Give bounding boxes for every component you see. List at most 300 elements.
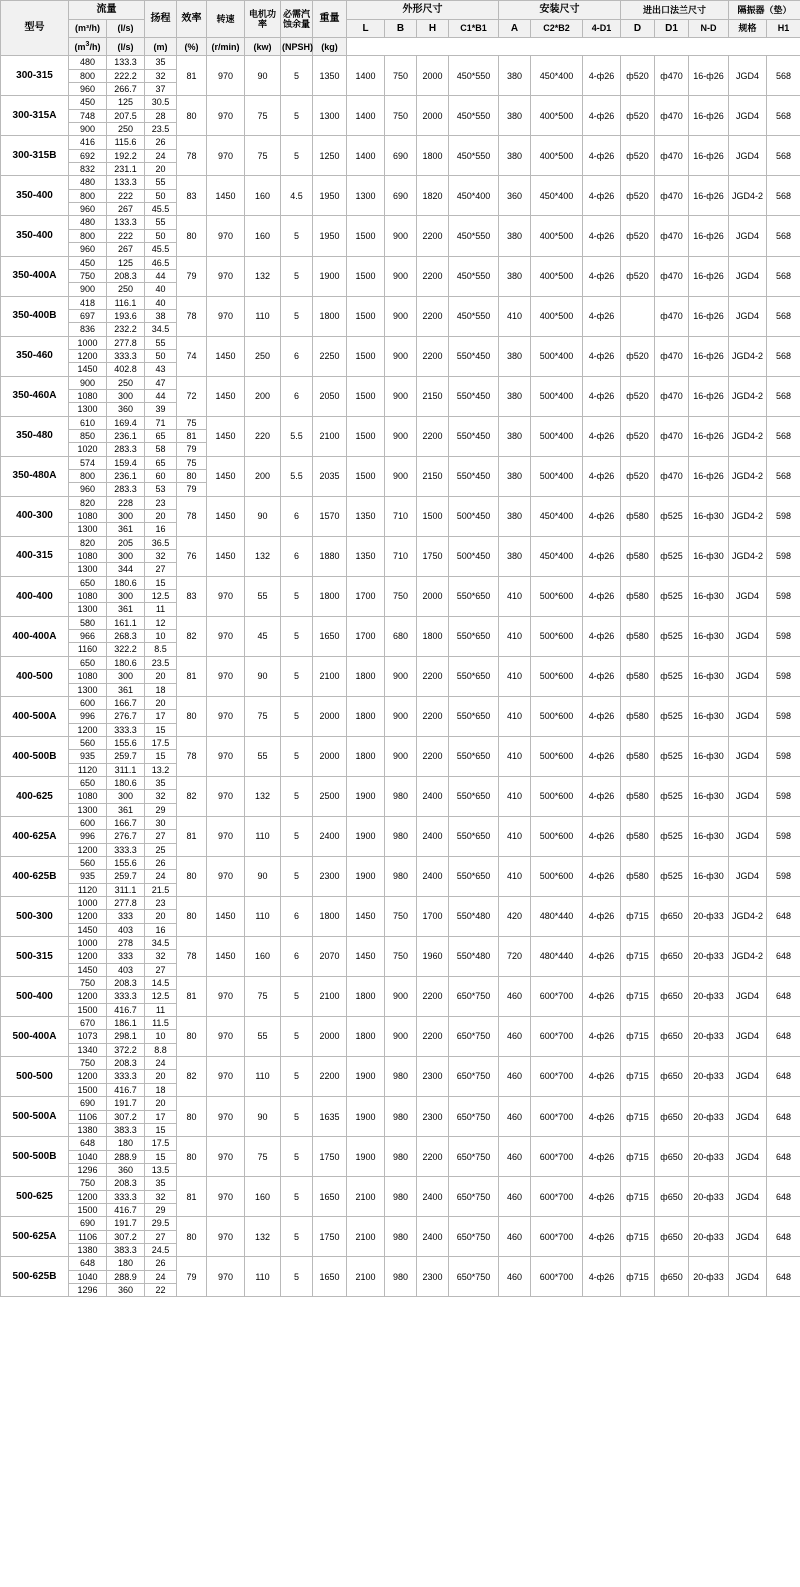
cell-flow-m3h: 800 xyxy=(69,69,107,82)
cell-head: 60 xyxy=(145,470,177,483)
cell-A: 380 xyxy=(499,136,531,176)
cell-flow-ls: 267 xyxy=(107,243,145,256)
cell-D: ф520 xyxy=(621,96,655,136)
cell-flow-m3h: 1296 xyxy=(69,1163,107,1176)
cell-B: 900 xyxy=(385,656,417,696)
table-row xyxy=(1,776,800,789)
cell-C2B2: 500*600 xyxy=(531,576,583,616)
cell-flow-m3h: 1106 xyxy=(69,1230,107,1243)
cell-flow-ls: 360 xyxy=(107,1163,145,1176)
cell-damper-spec: JGD4 xyxy=(729,736,767,776)
cell-C2B2: 500*600 xyxy=(531,616,583,656)
cell-L: 1700 xyxy=(347,576,385,616)
cell-head: 20 xyxy=(145,163,177,176)
cell-flow-m3h: 650 xyxy=(69,776,107,789)
cell-damper-spec: JGD4 xyxy=(729,816,767,856)
cell-flow-ls: 333.3 xyxy=(107,1190,145,1203)
cell-flow-ls: 159.4 xyxy=(107,456,145,469)
cell-efficiency: 81 xyxy=(177,977,207,1017)
cell-head: 47 xyxy=(145,376,177,389)
cell-4D1: 4-ф26 xyxy=(583,616,621,656)
table-row xyxy=(1,656,800,669)
cell-speed: 970 xyxy=(207,1257,245,1297)
cell-ND: 16-ф30 xyxy=(689,536,729,576)
cell-flow-m3h: 1500 xyxy=(69,1083,107,1096)
cell-flow-m3h: 1080 xyxy=(69,670,107,683)
header-B: B xyxy=(385,19,417,38)
table-row xyxy=(1,977,800,990)
cell-damper-spec: JGD4 xyxy=(729,977,767,1017)
cell-B: 980 xyxy=(385,1137,417,1177)
cell-flow-m3h: 750 xyxy=(69,269,107,282)
cell-npsh: 5 xyxy=(281,736,313,776)
cell-model: 500-400 xyxy=(1,977,69,1017)
header-npsh: 必需汽蚀余量 xyxy=(281,1,313,38)
cell-4D1: 4-ф26 xyxy=(583,56,621,96)
cell-L: 1400 xyxy=(347,56,385,96)
cell-C1B1: 650*750 xyxy=(449,977,499,1017)
cell-flow-ls: 288.9 xyxy=(107,1150,145,1163)
cell-C2B2: 500*400 xyxy=(531,336,583,376)
cell-model: 400-315 xyxy=(1,536,69,576)
cell-head: 27 xyxy=(145,963,177,976)
cell-head: 50 xyxy=(145,229,177,242)
cell-speed: 970 xyxy=(207,977,245,1017)
cell-damper-spec: JGD4 xyxy=(729,616,767,656)
cell-D: ф520 xyxy=(621,376,655,416)
cell-A: 380 xyxy=(499,96,531,136)
cell-npsh: 4.5 xyxy=(281,176,313,216)
cell-A: 460 xyxy=(499,1217,531,1257)
cell-flow-m3h: 800 xyxy=(69,470,107,483)
cell-model: 300-315 xyxy=(1,56,69,96)
cell-flow-m3h: 1080 xyxy=(69,590,107,603)
cell-D: ф580 xyxy=(621,496,655,536)
cell-flow-m3h: 960 xyxy=(69,243,107,256)
cell-B: 900 xyxy=(385,256,417,296)
cell-flow-m3h: 418 xyxy=(69,296,107,309)
cell-H: 2200 xyxy=(417,656,449,696)
cell-flow-m3h: 1200 xyxy=(69,843,107,856)
cell-B: 750 xyxy=(385,56,417,96)
cell-model: 400-500A xyxy=(1,696,69,736)
table-row xyxy=(1,216,800,229)
cell-4D1: 4-ф26 xyxy=(583,856,621,896)
cell-damper-H1: 568 xyxy=(767,96,800,136)
cell-4D1: 4-ф26 xyxy=(583,136,621,176)
cell-A: 460 xyxy=(499,1257,531,1297)
cell-flow-ls: 333.3 xyxy=(107,723,145,736)
cell-C2B2: 600*700 xyxy=(531,1217,583,1257)
cell-ND: 16-ф26 xyxy=(689,256,729,296)
cell-flow-ls: 208.3 xyxy=(107,977,145,990)
cell-flow-ls: 191.7 xyxy=(107,1217,145,1230)
cell-damper-spec: JGD4-2 xyxy=(729,937,767,977)
cell-head: 35 xyxy=(145,56,177,69)
cell-C2B2: 400*500 xyxy=(531,136,583,176)
cell-power: 55 xyxy=(245,576,281,616)
cell-A: 410 xyxy=(499,816,531,856)
cell-model: 350-460 xyxy=(1,336,69,376)
cell-flow-ls: 133.3 xyxy=(107,216,145,229)
header-outline-dims: 外形尺寸 xyxy=(347,1,499,20)
cell-flow-m3h: 416 xyxy=(69,136,107,149)
cell-head: 12 xyxy=(145,616,177,629)
cell-weight: 1650 xyxy=(313,616,347,656)
cell-power: 160 xyxy=(245,1177,281,1217)
cell-D1: ф470 xyxy=(655,336,689,376)
cell-efficiency: 79 xyxy=(177,483,207,496)
cell-D: ф520 xyxy=(621,176,655,216)
cell-D1: ф470 xyxy=(655,96,689,136)
cell-damper-spec: JGD4 xyxy=(729,776,767,816)
cell-D: ф715 xyxy=(621,977,655,1017)
cell-H: 2200 xyxy=(417,736,449,776)
cell-4D1: 4-ф26 xyxy=(583,496,621,536)
cell-head: 55 xyxy=(145,176,177,189)
cell-C1B1: 550*650 xyxy=(449,576,499,616)
cell-flow-ls: 186.1 xyxy=(107,1017,145,1030)
cell-C1B1: 450*550 xyxy=(449,96,499,136)
cell-C1B1: 550*650 xyxy=(449,776,499,816)
cell-flow-m3h: 1160 xyxy=(69,643,107,656)
cell-H: 1820 xyxy=(417,176,449,216)
cell-flow-ls: 361 xyxy=(107,523,145,536)
table-row xyxy=(1,1177,800,1190)
cell-L: 1500 xyxy=(347,336,385,376)
cell-npsh: 5 xyxy=(281,256,313,296)
cell-damper-spec: JGD4 xyxy=(729,696,767,736)
cell-C1B1: 550*650 xyxy=(449,736,499,776)
cell-damper-H1: 648 xyxy=(767,1097,800,1137)
cell-speed: 970 xyxy=(207,616,245,656)
cell-A: 410 xyxy=(499,576,531,616)
cell-head: 23.5 xyxy=(145,656,177,669)
cell-B: 980 xyxy=(385,856,417,896)
cell-C1B1: 450*550 xyxy=(449,296,499,336)
cell-C2B2: 500*400 xyxy=(531,376,583,416)
cell-damper-spec: JGD4 xyxy=(729,576,767,616)
cell-flow-m3h: 1300 xyxy=(69,563,107,576)
cell-flow-m3h: 1000 xyxy=(69,336,107,349)
cell-speed: 970 xyxy=(207,1057,245,1097)
cell-flow-ls: 333.3 xyxy=(107,990,145,1003)
cell-flow-m3h: 750 xyxy=(69,1177,107,1190)
cell-4D1: 4-ф26 xyxy=(583,1137,621,1177)
header-C1B1: C1*B1 xyxy=(449,19,499,38)
cell-B: 900 xyxy=(385,216,417,256)
cell-npsh: 5 xyxy=(281,296,313,336)
cell-head: 18 xyxy=(145,1083,177,1096)
cell-D: ф580 xyxy=(621,536,655,576)
cell-A: 380 xyxy=(499,216,531,256)
cell-H: 2200 xyxy=(417,336,449,376)
cell-npsh: 5 xyxy=(281,856,313,896)
cell-flow-m3h: 450 xyxy=(69,256,107,269)
cell-L: 1800 xyxy=(347,1017,385,1057)
cell-model: 350-480 xyxy=(1,416,69,456)
cell-B: 900 xyxy=(385,336,417,376)
cell-efficiency: 75 xyxy=(177,456,207,469)
table-row xyxy=(1,176,800,189)
cell-efficiency: 82 xyxy=(177,1057,207,1097)
cell-L: 1400 xyxy=(347,96,385,136)
cell-flow-m3h: 820 xyxy=(69,536,107,549)
cell-flow-m3h: 1200 xyxy=(69,990,107,1003)
cell-head: 10 xyxy=(145,1030,177,1043)
cell-head: 23 xyxy=(145,496,177,509)
cell-head: 32 xyxy=(145,790,177,803)
cell-H: 2150 xyxy=(417,376,449,416)
cell-head: 65 xyxy=(145,429,177,442)
cell-H: 2400 xyxy=(417,856,449,896)
cell-efficiency: 80 xyxy=(177,470,207,483)
cell-damper-spec: JGD4 xyxy=(729,1137,767,1177)
cell-speed: 970 xyxy=(207,1217,245,1257)
cell-weight: 2100 xyxy=(313,656,347,696)
cell-weight: 1950 xyxy=(313,176,347,216)
cell-head: 26 xyxy=(145,136,177,149)
cell-efficiency: 79 xyxy=(177,256,207,296)
cell-C1B1: 650*750 xyxy=(449,1057,499,1097)
cell-C1B1: 650*750 xyxy=(449,1257,499,1297)
cell-speed: 1450 xyxy=(207,536,245,576)
cell-weight: 2000 xyxy=(313,696,347,736)
cell-H: 2200 xyxy=(417,216,449,256)
cell-weight: 1650 xyxy=(313,1257,347,1297)
cell-flow-ls: 125 xyxy=(107,256,145,269)
cell-D: ф715 xyxy=(621,1057,655,1097)
cell-head: 45.5 xyxy=(145,203,177,216)
cell-ND: 16-ф30 xyxy=(689,736,729,776)
cell-flow-ls: 283.3 xyxy=(107,483,145,496)
cell-B: 900 xyxy=(385,696,417,736)
cell-A: 410 xyxy=(499,736,531,776)
cell-damper-spec: JGD4 xyxy=(729,216,767,256)
cell-flow-m3h: 480 xyxy=(69,216,107,229)
cell-flow-ls: 277.8 xyxy=(107,336,145,349)
cell-flow-ls: 268.3 xyxy=(107,630,145,643)
cell-damper-H1: 568 xyxy=(767,416,800,456)
cell-flow-ls: 267 xyxy=(107,203,145,216)
cell-flow-ls: 180 xyxy=(107,1137,145,1150)
cell-flow-m3h: 1200 xyxy=(69,910,107,923)
cell-flow-m3h: 1200 xyxy=(69,1190,107,1203)
cell-efficiency: 83 xyxy=(177,176,207,216)
cell-damper-H1: 598 xyxy=(767,776,800,816)
cell-flow-ls: 250 xyxy=(107,376,145,389)
cell-flow-m3h: 900 xyxy=(69,283,107,296)
cell-A: 410 xyxy=(499,296,531,336)
cell-L: 2100 xyxy=(347,1177,385,1217)
cell-weight: 2200 xyxy=(313,1057,347,1097)
cell-H: 2300 xyxy=(417,1057,449,1097)
cell-head: 40 xyxy=(145,283,177,296)
cell-flow-ls: 300 xyxy=(107,590,145,603)
cell-flow-ls: 360 xyxy=(107,1283,145,1296)
cell-L: 2100 xyxy=(347,1257,385,1297)
cell-model: 500-300 xyxy=(1,897,69,937)
cell-power: 250 xyxy=(245,336,281,376)
cell-head: 12.5 xyxy=(145,590,177,603)
cell-flow-m3h: 1300 xyxy=(69,523,107,536)
cell-power: 132 xyxy=(245,776,281,816)
cell-efficiency: 80 xyxy=(177,1137,207,1177)
cell-speed: 1450 xyxy=(207,937,245,977)
cell-L: 1900 xyxy=(347,1057,385,1097)
cell-ND: 20-ф33 xyxy=(689,1097,729,1137)
cell-head: 30 xyxy=(145,816,177,829)
cell-C1B1: 550*450 xyxy=(449,416,499,456)
cell-H: 2150 xyxy=(417,456,449,496)
cell-flow-ls: 383.3 xyxy=(107,1123,145,1136)
cell-head: 21.5 xyxy=(145,883,177,896)
header-L: L xyxy=(347,19,385,38)
cell-head: 8.8 xyxy=(145,1043,177,1056)
cell-npsh: 6 xyxy=(281,336,313,376)
cell-L: 1500 xyxy=(347,416,385,456)
cell-B: 750 xyxy=(385,96,417,136)
cell-D1: ф525 xyxy=(655,816,689,856)
cell-L: 1450 xyxy=(347,897,385,937)
cell-B: 690 xyxy=(385,136,417,176)
cell-ND: 20-ф33 xyxy=(689,1177,729,1217)
cell-flow-ls: 333.3 xyxy=(107,349,145,362)
cell-ND: 16-ф30 xyxy=(689,656,729,696)
cell-head: 20 xyxy=(145,1097,177,1110)
cell-npsh: 5 xyxy=(281,616,313,656)
cell-head: 20 xyxy=(145,510,177,523)
cell-power: 75 xyxy=(245,696,281,736)
power-unit: (kw) xyxy=(245,38,281,56)
cell-4D1: 4-ф26 xyxy=(583,376,621,416)
cell-flow-m3h: 1200 xyxy=(69,349,107,362)
cell-flow-ls: 116.1 xyxy=(107,296,145,309)
cell-model: 400-300 xyxy=(1,496,69,536)
cell-flow-m3h: 574 xyxy=(69,456,107,469)
cell-H: 2300 xyxy=(417,1257,449,1297)
cell-npsh: 6 xyxy=(281,897,313,937)
cell-model: 350-400B xyxy=(1,296,69,336)
cell-ND: 16-ф30 xyxy=(689,496,729,536)
cell-head: 12.5 xyxy=(145,990,177,1003)
cell-speed: 970 xyxy=(207,1137,245,1177)
header-flow-m3h: (m³/h) xyxy=(69,19,107,38)
cell-npsh: 5 xyxy=(281,1217,313,1257)
cell-D: ф520 xyxy=(621,336,655,376)
cell-npsh: 5 xyxy=(281,1137,313,1177)
cell-flow-m3h: 996 xyxy=(69,830,107,843)
cell-head: 26 xyxy=(145,1257,177,1270)
cell-C2B2: 500*600 xyxy=(531,816,583,856)
cell-C2B2: 480*440 xyxy=(531,937,583,977)
cell-head: 15 xyxy=(145,576,177,589)
cell-damper-spec: JGD4 xyxy=(729,1217,767,1257)
cell-flow-ls: 416.7 xyxy=(107,1083,145,1096)
cell-D: ф715 xyxy=(621,1097,655,1137)
cell-flow-m3h: 1380 xyxy=(69,1243,107,1256)
cell-C1B1: 550*450 xyxy=(449,336,499,376)
cell-npsh: 5 xyxy=(281,56,313,96)
cell-power: 110 xyxy=(245,1257,281,1297)
cell-A: 460 xyxy=(499,1017,531,1057)
cell-D: ф580 xyxy=(621,856,655,896)
cell-npsh: 6 xyxy=(281,376,313,416)
cell-D1: ф525 xyxy=(655,656,689,696)
cell-damper-spec: JGD4 xyxy=(729,1177,767,1217)
cell-A: 460 xyxy=(499,1057,531,1097)
cell-damper-H1: 568 xyxy=(767,56,800,96)
cell-C2B2: 600*700 xyxy=(531,1017,583,1057)
cell-flow-ls: 191.7 xyxy=(107,1097,145,1110)
cell-weight: 1880 xyxy=(313,536,347,576)
cell-damper-spec: JGD4-2 xyxy=(729,536,767,576)
cell-weight: 1570 xyxy=(313,496,347,536)
cell-D: ф580 xyxy=(621,656,655,696)
cell-H: 1800 xyxy=(417,136,449,176)
cell-npsh: 5 xyxy=(281,1097,313,1137)
cell-head: 34.5 xyxy=(145,323,177,336)
cell-flow-m3h: 750 xyxy=(69,1057,107,1070)
cell-flow-m3h: 1080 xyxy=(69,510,107,523)
cell-weight: 2035 xyxy=(313,456,347,496)
cell-L: 1500 xyxy=(347,296,385,336)
cell-flow-m3h: 1450 xyxy=(69,923,107,936)
cell-damper-spec: JGD4 xyxy=(729,296,767,336)
cell-flow-m3h: 750 xyxy=(69,977,107,990)
cell-ND: 16-ф30 xyxy=(689,696,729,736)
cell-A: 380 xyxy=(499,456,531,496)
cell-C2B2: 450*400 xyxy=(531,176,583,216)
cell-H: 1800 xyxy=(417,616,449,656)
cell-power: 110 xyxy=(245,1057,281,1097)
cell-npsh: 5 xyxy=(281,1057,313,1097)
header-damper: 隔振器（垫） xyxy=(729,1,800,20)
cell-ND: 16-ф26 xyxy=(689,136,729,176)
table-row xyxy=(1,456,800,469)
cell-H: 2200 xyxy=(417,296,449,336)
header-A: A xyxy=(499,19,531,38)
cell-4D1: 4-ф26 xyxy=(583,216,621,256)
cell-power: 75 xyxy=(245,136,281,176)
cell-H: 2000 xyxy=(417,56,449,96)
cell-flow-m3h: 1200 xyxy=(69,950,107,963)
cell-B: 900 xyxy=(385,1017,417,1057)
cell-head: 29 xyxy=(145,1203,177,1216)
cell-head: 32 xyxy=(145,950,177,963)
cell-speed: 970 xyxy=(207,1177,245,1217)
cell-flow-m3h: 748 xyxy=(69,109,107,122)
cell-npsh: 5 xyxy=(281,1017,313,1057)
cell-damper-H1: 568 xyxy=(767,216,800,256)
cell-flow-m3h: 648 xyxy=(69,1257,107,1270)
cell-D1: ф650 xyxy=(655,1257,689,1297)
cell-head: 27 xyxy=(145,1230,177,1243)
cell-flow-ls: 333 xyxy=(107,950,145,963)
cell-speed: 970 xyxy=(207,296,245,336)
cell-C2B2: 500*400 xyxy=(531,416,583,456)
cell-flow-ls: 416.7 xyxy=(107,1003,145,1016)
cell-damper-spec: JGD4 xyxy=(729,136,767,176)
cell-D: ф715 xyxy=(621,1217,655,1257)
cell-D1: ф470 xyxy=(655,376,689,416)
header-C2B2: C2*B2 xyxy=(531,19,583,38)
cell-weight: 1800 xyxy=(313,897,347,937)
cell-efficiency: 83 xyxy=(177,576,207,616)
cell-flow-ls: 208.3 xyxy=(107,269,145,282)
cell-head: 17.5 xyxy=(145,1137,177,1150)
cell-D1: ф525 xyxy=(655,496,689,536)
